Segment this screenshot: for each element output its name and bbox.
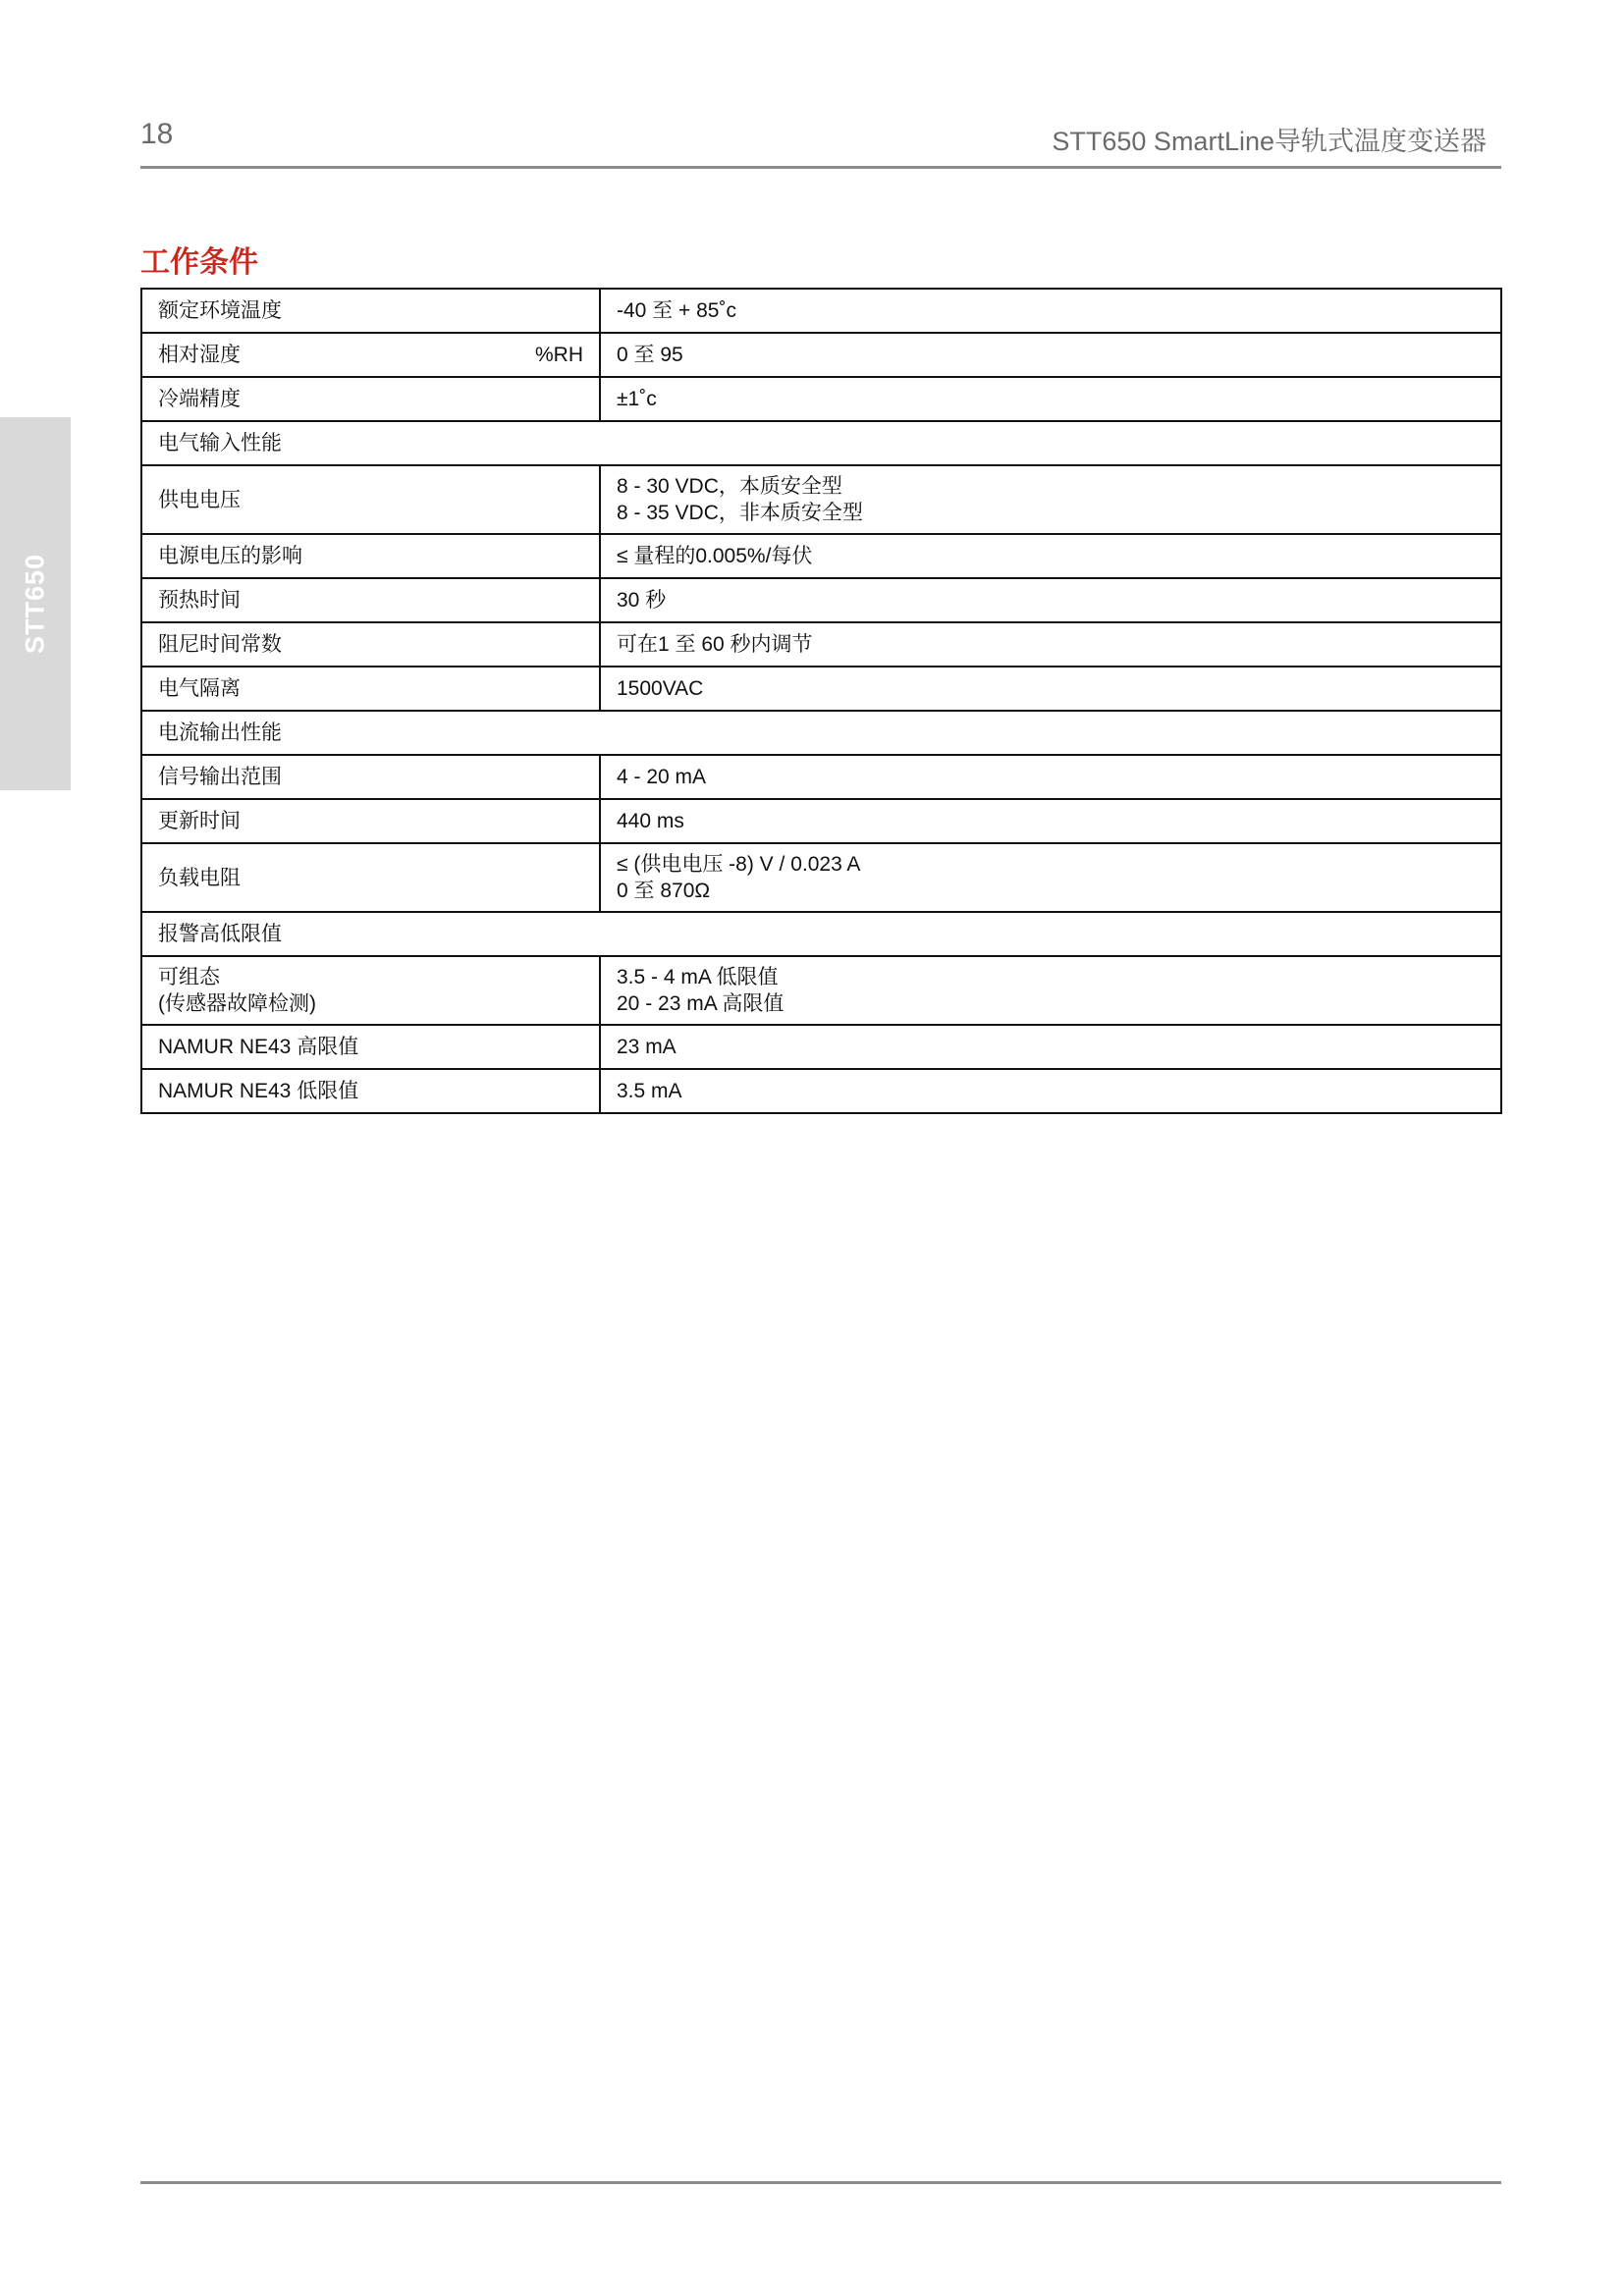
section-cell xyxy=(141,711,1501,755)
row-label-text: 额定环境温度 xyxy=(158,299,282,322)
table-row xyxy=(141,799,1501,843)
row-value xyxy=(600,799,1501,843)
row-label-text: 信号输出范围 xyxy=(158,766,282,788)
row-value-text: 3.5 mA xyxy=(617,1080,682,1102)
section-cell-text: 电气输入性能 xyxy=(158,432,282,454)
row-label xyxy=(141,333,600,377)
row-value-text: -40 至 + 85˚c xyxy=(617,299,736,322)
table-section-row xyxy=(141,711,1501,755)
row-label xyxy=(141,622,600,667)
specifications-table xyxy=(140,288,1502,1114)
row-value-text: 1500VAC xyxy=(617,677,704,700)
row-label-text: NAMUR NE43 低限值 xyxy=(158,1080,359,1102)
footer-divider xyxy=(140,2181,1501,2184)
table-row xyxy=(141,1025,1501,1069)
row-label xyxy=(141,755,600,799)
row-value-text: 440 ms xyxy=(617,810,684,832)
row-value xyxy=(600,755,1501,799)
row-value xyxy=(600,377,1501,421)
table-row xyxy=(141,289,1501,333)
section-heading: 工作条件 xyxy=(140,246,258,279)
side-tab-label: STT650 xyxy=(20,553,50,655)
row-label-text: 电源电压的影响 xyxy=(158,545,302,567)
row-value xyxy=(600,1025,1501,1069)
table-row xyxy=(141,956,1501,1025)
row-label xyxy=(141,1025,600,1069)
row-value-line: 8 - 30 VDC，本质安全型 xyxy=(617,475,842,498)
row-value-line: 20 - 23 mA 高限值 xyxy=(617,992,785,1015)
row-value xyxy=(600,956,1501,1025)
row-value xyxy=(600,622,1501,667)
row-label-text: 供电电压 xyxy=(158,488,241,511)
section-cell xyxy=(141,421,1501,465)
section-cell-text: 报警高低限值 xyxy=(158,923,282,945)
row-label xyxy=(141,956,600,1025)
table-row xyxy=(141,333,1501,377)
row-value-line: ≤ (供电电压 -8) V / 0.023 A xyxy=(617,853,861,876)
table-row xyxy=(141,843,1501,912)
row-label-text: 阻尼时间常数 xyxy=(158,633,282,656)
side-tab xyxy=(0,417,71,790)
row-value xyxy=(600,465,1501,534)
row-value-text: ±1˚c xyxy=(617,388,657,410)
row-value xyxy=(600,1069,1501,1113)
row-label-line: 可组态 xyxy=(158,966,220,988)
row-value xyxy=(600,843,1501,912)
row-value-text: ≤ 量程的0.005%/每伏 xyxy=(617,545,813,567)
page-number: 18 xyxy=(140,118,174,150)
row-value-text: 4 - 20 mA xyxy=(617,766,707,788)
table-row xyxy=(141,667,1501,711)
row-label xyxy=(141,534,600,578)
row-label-text: 预热时间 xyxy=(158,589,241,612)
table-row xyxy=(141,1069,1501,1113)
row-value xyxy=(600,667,1501,711)
row-label xyxy=(141,843,600,912)
row-unit-text: %RH xyxy=(534,344,583,366)
header-divider xyxy=(140,166,1501,169)
row-label xyxy=(141,667,600,711)
document-title: STT650 SmartLine导轨式温度变送器 xyxy=(1052,127,1487,156)
row-value-text: 23 mA xyxy=(617,1036,677,1058)
row-value-line: 0 至 870Ω xyxy=(617,880,711,902)
row-label xyxy=(141,377,600,421)
row-value-text: 30 秒 xyxy=(617,589,667,612)
row-label xyxy=(141,465,600,534)
row-label-text: 相对湿度 xyxy=(158,344,241,366)
table-section-row xyxy=(141,421,1501,465)
row-value xyxy=(600,289,1501,333)
row-value xyxy=(600,333,1501,377)
row-value-line: 8 - 35 VDC，非本质安全型 xyxy=(617,502,863,524)
section-cell xyxy=(141,912,1501,956)
row-value xyxy=(600,578,1501,622)
row-value-text: 0 至 95 xyxy=(617,344,683,366)
row-value xyxy=(600,534,1501,578)
row-label xyxy=(141,289,600,333)
table-row xyxy=(141,377,1501,421)
row-label xyxy=(141,1069,600,1113)
table-row xyxy=(141,755,1501,799)
row-value-line: 3.5 - 4 mA 低限值 xyxy=(617,966,779,988)
table-row xyxy=(141,465,1501,534)
row-label-text: 更新时间 xyxy=(158,810,241,832)
row-label-text: NAMUR NE43 高限值 xyxy=(158,1036,359,1058)
row-label-text: 电气隔离 xyxy=(158,677,241,700)
row-label-text: 负载电阻 xyxy=(158,866,241,889)
row-value-text: 可在1 至 60 秒内调节 xyxy=(617,633,813,656)
section-cell-text: 电流输出性能 xyxy=(158,721,282,744)
table-row xyxy=(141,534,1501,578)
table-row xyxy=(141,578,1501,622)
row-label xyxy=(141,578,600,622)
row-label xyxy=(141,799,600,843)
table-section-row xyxy=(141,912,1501,956)
row-label-line: (传感器故障检测) xyxy=(158,992,316,1015)
row-label-text: 冷端精度 xyxy=(158,388,241,410)
table-row xyxy=(141,622,1501,667)
